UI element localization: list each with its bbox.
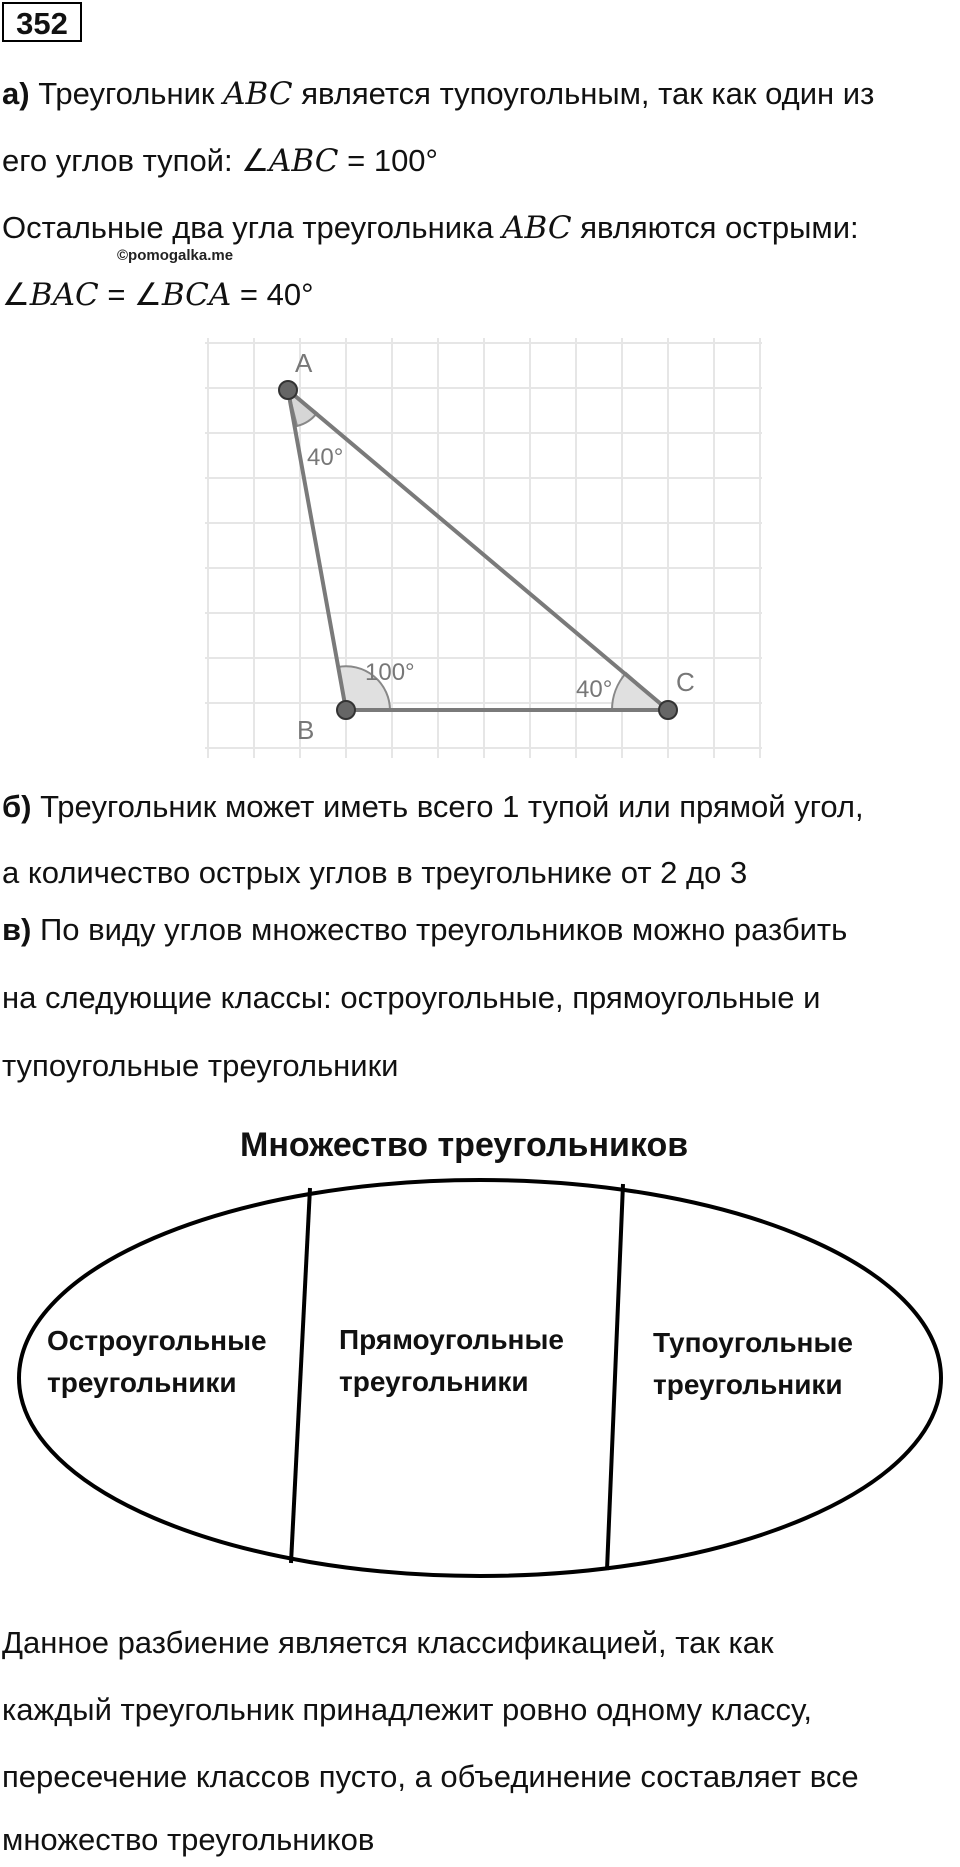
math-abc-2: ABC: [269, 143, 339, 179]
part-a-line-4: [2, 275, 314, 315]
angle-a-label: 40°: [307, 444, 344, 471]
conclusion-line-4: множество треугольников: [2, 1822, 375, 1857]
class-acute-l1: Остроугольные: [47, 1325, 267, 1356]
class-obtuse: [653, 1322, 853, 1406]
part-a-text-2b: = 100°: [347, 143, 438, 178]
triangle-figure: [200, 335, 770, 760]
angle-sign: ∠: [2, 277, 30, 312]
class-acute: [47, 1320, 267, 1404]
class-right-l1: Прямоугольные: [339, 1324, 564, 1355]
conclusion-line-2: каждый треугольник принадлежит ровно одному классу,: [2, 1692, 812, 1727]
part-v-text-1: По виду углов множество треугольников можно разбить: [40, 912, 848, 947]
label-c: C: [676, 667, 695, 697]
conclusion-line-1: Данное разбиение является классификацией, так как: [2, 1625, 774, 1660]
class-acute-l2: треугольники: [47, 1367, 237, 1398]
divider-2: [607, 1184, 623, 1570]
conclusion-line-3: пересечение классов пусто, а объединение составляет все: [2, 1759, 859, 1794]
watermark: ©pomogalka.me: [117, 247, 234, 264]
label-a: A: [295, 348, 313, 378]
part-v-line-2: на следующие классы: остроугольные, прямоугольные и: [2, 980, 821, 1015]
part-a-text-3: Остальные два угла треугольника: [2, 210, 494, 245]
part-b-line-1: [2, 787, 864, 827]
part-b-text-1: Треугольник может иметь всего 1 тупой или прямой угол,: [40, 789, 864, 824]
part-a-text-2: его углов тупой: ∠: [2, 143, 270, 178]
part-a-line-2: [2, 141, 438, 181]
diagram-title: Множество треугольников: [240, 1126, 689, 1164]
class-right-l2: треугольники: [339, 1366, 529, 1397]
point-a: [279, 381, 297, 399]
point-b: [337, 701, 355, 719]
part-a-label: а): [2, 76, 30, 111]
part-a-text-1: Треугольник: [38, 76, 215, 111]
part-b-label: б): [2, 789, 32, 824]
class-right: [339, 1319, 564, 1403]
math-abc-3: ABC: [502, 210, 572, 246]
part-v-line-3: тупоугольные треугольники: [2, 1048, 399, 1083]
part-a-text-1b: является тупоугольным, так как один из: [301, 76, 875, 111]
point-c: [659, 701, 677, 719]
problem-number: 352: [2, 2, 82, 42]
angle-c-label: 40°: [576, 676, 613, 703]
math-abc: ABC: [223, 76, 293, 112]
class-obtuse-l1: Тупоугольные: [653, 1327, 853, 1358]
part-v-label: в): [2, 912, 32, 947]
equals-angle: = ∠: [107, 277, 162, 312]
math-bac: BAC: [29, 277, 99, 313]
math-bca: BCA: [161, 277, 232, 313]
part-a-text-3b: являются острыми:: [580, 210, 859, 245]
part-a-line-3: [2, 208, 859, 248]
divider-1: [291, 1188, 310, 1563]
angle-b-label: 100°: [365, 659, 415, 686]
part-b-line-2: а количество острых углов в треугольнике от 2 до 3: [2, 855, 748, 890]
part-v-line-1: [2, 910, 847, 950]
class-obtuse-l2: треугольники: [653, 1369, 843, 1400]
angle-value: = 40°: [239, 277, 314, 312]
part-a-line-1: [2, 74, 874, 114]
label-b: B: [297, 715, 315, 745]
